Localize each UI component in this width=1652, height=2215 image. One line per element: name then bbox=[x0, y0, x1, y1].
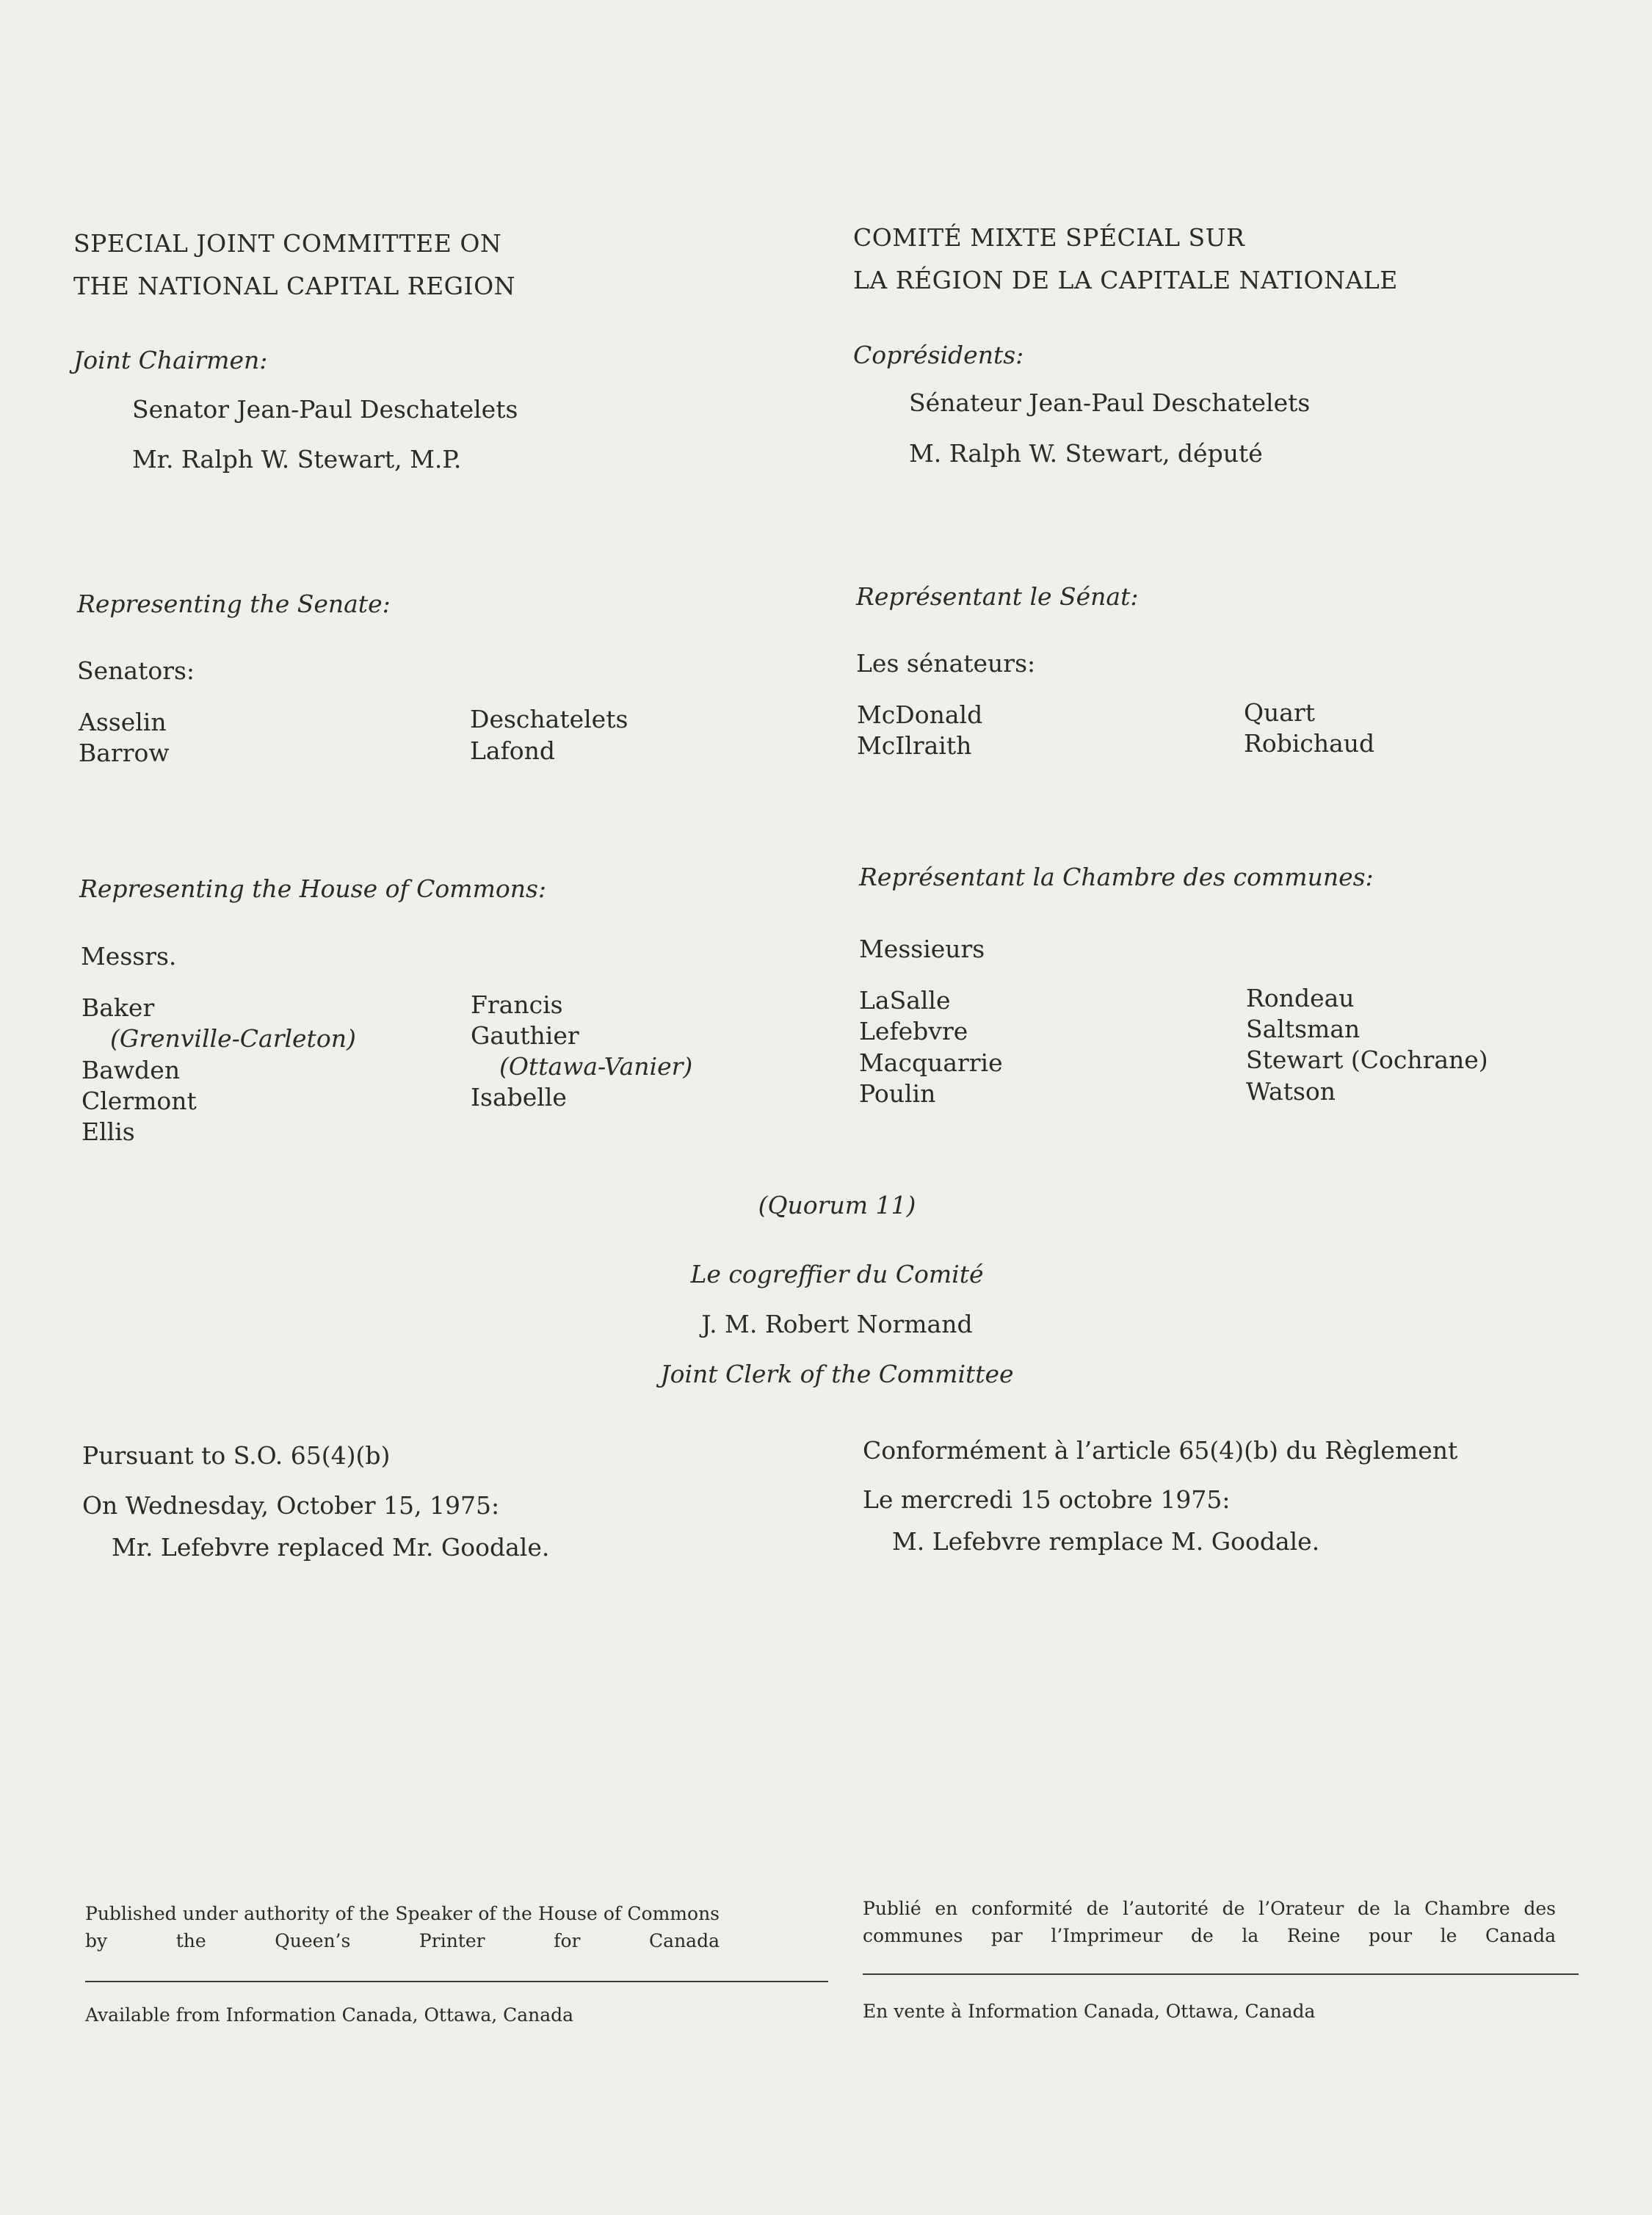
left-date: On Wednesday, October 15, 1975: bbox=[82, 1491, 500, 1520]
left-senator-3: Deschatelets bbox=[470, 705, 628, 733]
right-messrs-label: Messieurs bbox=[859, 935, 985, 963]
clerk-title-fr: Le cogreffier du Comité bbox=[690, 1260, 984, 1288]
right-pursuant: Conformément à l’article 65(4)(b) du Règlement bbox=[863, 1436, 1458, 1465]
right-commons-label: Représentant la Chambre des communes: bbox=[859, 863, 1374, 891]
right-member-1: LaSalle bbox=[859, 986, 951, 1015]
left-member-riding-2: (Ottawa-Vanier) bbox=[499, 1052, 693, 1081]
right-senator-1: McDonald bbox=[857, 700, 983, 729]
left-senator-2: Barrow bbox=[79, 739, 170, 767]
left-chair2: Mr. Ralph W. Stewart, M.P. bbox=[132, 445, 462, 474]
left-member-3: Clermont bbox=[81, 1087, 197, 1115]
right-senator-2: McIlraith bbox=[857, 731, 972, 760]
right-title-line1: COMITÉ MIXTE SPÉCIAL SUR bbox=[853, 223, 1245, 252]
left-chair1: Senator Jean-Paul Deschatelets bbox=[132, 395, 518, 424]
clerk-title-en: Joint Clerk of the Committee bbox=[660, 1360, 1014, 1388]
left-member-2: Bawden bbox=[81, 1056, 181, 1084]
clerk-name: J. M. Robert Normand bbox=[701, 1310, 973, 1338]
left-senators-label: Senators: bbox=[77, 656, 195, 685]
right-member-2: Lefebvre bbox=[859, 1017, 968, 1045]
left-available-note: Available from Information Canada, Ottawa, Canada bbox=[85, 2004, 574, 2026]
right-member-4: Poulin bbox=[859, 1079, 936, 1108]
left-member-riding-1: (Grenville-Carleton) bbox=[110, 1024, 356, 1053]
right-senator-3: Quart bbox=[1244, 698, 1316, 727]
left-member-1: Baker bbox=[81, 993, 155, 1022]
left-senator-4: Lafond bbox=[470, 736, 556, 765]
right-chair2: M. Ralph W. Stewart, député bbox=[909, 439, 1263, 468]
right-senators-label: Les sénateurs: bbox=[856, 649, 1036, 678]
left-member-6: Gauthier bbox=[471, 1021, 579, 1050]
right-member-3: Macquarrie bbox=[859, 1048, 1003, 1077]
right-published-note: Publié en conformité de l’autorité de l’Orateur de la Chambre des communes par l’Imprimeur de la Reine pour le Canada bbox=[863, 1898, 1556, 1946]
left-member-5: Francis bbox=[471, 990, 563, 1019]
left-title-line1: SPECIAL JOINT COMMITTEE ON bbox=[73, 229, 502, 258]
right-member-8: Watson bbox=[1246, 1077, 1336, 1106]
right-title-line2: LA RÉGION DE LA CAPITALE NATIONALE bbox=[853, 266, 1398, 294]
right-member-6: Saltsman bbox=[1246, 1015, 1361, 1043]
right-available-note: En vente à Information Canada, Ottawa, Canada bbox=[863, 2001, 1316, 2022]
left-published-note: Published under authority of the Speaker of the House of Commons by the Queen’s Printer for Canada bbox=[85, 1903, 720, 1951]
left-senator-1: Asselin bbox=[79, 708, 167, 736]
left-title-line2: THE NATIONAL CAPITAL REGION bbox=[73, 272, 516, 300]
right-chair1: Sénateur Jean-Paul Deschatelets bbox=[909, 388, 1311, 417]
left-member-7: Isabelle bbox=[471, 1083, 567, 1112]
right-date: Le mercredi 15 octobre 1975: bbox=[863, 1485, 1231, 1514]
quorum: (Quorum 11) bbox=[758, 1191, 916, 1219]
left-chairmen-label: Joint Chairmen: bbox=[73, 346, 268, 374]
left-member-4: Ellis bbox=[81, 1117, 135, 1146]
right-senate-label: Représentant le Sénat: bbox=[856, 582, 1139, 611]
right-member-7: Stewart (Cochrane) bbox=[1246, 1045, 1488, 1074]
left-pursuant: Pursuant to S.O. 65(4)(b) bbox=[82, 1441, 391, 1470]
left-replacement: Mr. Lefebvre replaced Mr. Goodale. bbox=[112, 1533, 550, 1562]
right-replacement: M. Lefebvre remplace M. Goodale. bbox=[892, 1527, 1320, 1556]
left-commons-label: Representing the House of Commons: bbox=[79, 874, 547, 903]
right-chairmen-label: Coprésidents: bbox=[853, 341, 1024, 369]
left-footer-rule bbox=[85, 1981, 828, 1982]
left-messrs-label: Messrs. bbox=[81, 942, 177, 971]
left-senate-label: Representing the Senate: bbox=[77, 590, 391, 618]
right-senator-4: Robichaud bbox=[1244, 729, 1375, 758]
right-member-5: Rondeau bbox=[1246, 984, 1355, 1012]
right-footer-rule bbox=[863, 1973, 1579, 1975]
